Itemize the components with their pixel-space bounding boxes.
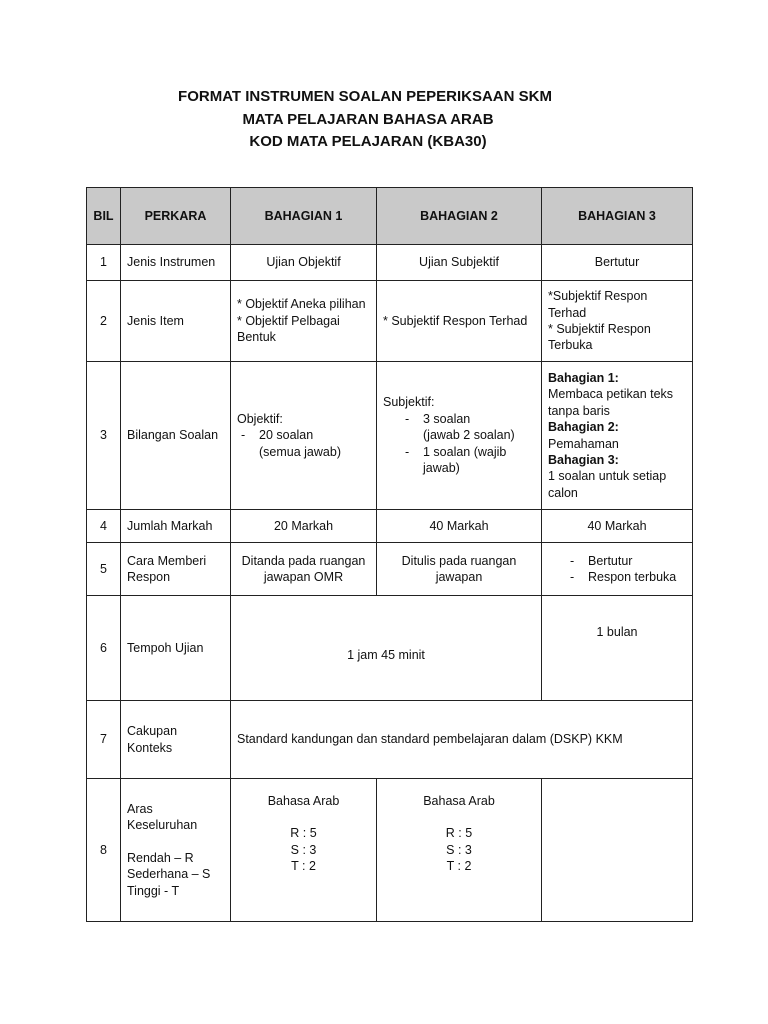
cell-perkara: Cara Memberi Respon bbox=[121, 543, 231, 596]
list-item: - Bertutur bbox=[566, 553, 686, 569]
cell-perkara: Tempoh Ujian bbox=[121, 596, 231, 701]
cell-bahagian-1: Ditanda pada ruangan jawapan OMR bbox=[231, 543, 377, 596]
item-text: *Subjektif Respon Terhad bbox=[548, 289, 648, 320]
cell-bahagian-3: 40 Markah bbox=[542, 510, 693, 543]
list-item: - 3 soalan (jawab 2 soalan) bbox=[401, 411, 535, 444]
cell-bil: 8 bbox=[87, 779, 121, 922]
cell-bahagian-3: Bertutur bbox=[542, 245, 693, 281]
cell-bahagian-1: 20 Markah bbox=[231, 510, 377, 543]
cell-bahagian-2 bbox=[377, 779, 542, 922]
cell-bahagian-1: Ujian Objektif bbox=[231, 245, 377, 281]
cell-bil: 7 bbox=[87, 701, 121, 779]
item-text: R : 5 bbox=[445, 826, 473, 841]
cell-bahagian-3 bbox=[542, 543, 693, 596]
cell-perkara: Jenis Item bbox=[121, 281, 231, 362]
cell-bahagian-2 bbox=[377, 362, 542, 510]
header-bahagian-3: BAHAGIAN 3 bbox=[542, 188, 693, 245]
title-line-1: FORMAT INSTRUMEN SOALAN PEPERIKSAAN SKM bbox=[178, 88, 552, 105]
table-header-row bbox=[87, 188, 693, 245]
table-row bbox=[87, 510, 693, 543]
header-perkara: PERKARA bbox=[121, 188, 231, 245]
table-row bbox=[87, 281, 693, 362]
table-row bbox=[87, 701, 693, 779]
cell-bil: 6 bbox=[87, 596, 121, 701]
cell-bil: 3 bbox=[87, 362, 121, 510]
item-text: T : 2 bbox=[446, 859, 472, 874]
cell-bahagian-2: Ditulis pada ruangan jawapan bbox=[377, 543, 542, 596]
header-bahagian-1: BAHAGIAN 1 bbox=[231, 188, 377, 245]
cell-perkara: Jumlah Markah bbox=[121, 510, 231, 543]
item-heading: Bahagian 3: bbox=[548, 452, 619, 467]
list-item: - 1 soalan (wajib jawab) bbox=[401, 444, 535, 477]
item-text: Sederhana – S bbox=[127, 867, 211, 882]
item-text: Pemahaman bbox=[548, 436, 619, 451]
item-heading: Objektif: bbox=[237, 411, 283, 426]
table-row bbox=[87, 779, 693, 922]
table-row bbox=[87, 543, 693, 596]
cell-perkara: Jenis Instrumen bbox=[121, 245, 231, 281]
cell-bil: 4 bbox=[87, 510, 121, 543]
cell-bil: 2 bbox=[87, 281, 121, 362]
item-text: Aras Keseluruhan bbox=[127, 801, 198, 833]
list-item: - 20 soalan (semua jawab) bbox=[237, 427, 370, 460]
cell-bil: 5 bbox=[87, 543, 121, 596]
cell-bil: 1 bbox=[87, 245, 121, 281]
item-text: * Subjektif Respon Terbuka bbox=[548, 322, 651, 353]
cell-bahagian-1 bbox=[231, 362, 377, 510]
cell-bahagian-3 bbox=[542, 362, 693, 510]
item-text: Rendah – R bbox=[127, 850, 194, 865]
item-text: S : 3 bbox=[290, 842, 317, 857]
header-bahagian-2: BAHAGIAN 2 bbox=[377, 188, 542, 245]
title-line-3: KOD MATA PELAJARAN (KBA30) bbox=[249, 133, 487, 150]
table-row bbox=[87, 245, 693, 281]
item-heading: Bahasa Arab bbox=[267, 794, 340, 808]
item-heading: Bahasa Arab bbox=[423, 794, 495, 808]
cell-bahagian-1-2: 1 jam 45 minit bbox=[231, 596, 542, 701]
title-line-2: MATA PELAJARAN BAHASA ARAB bbox=[242, 110, 494, 128]
item-heading: Subjektif: bbox=[383, 395, 435, 410]
cell-bahagian-1 bbox=[231, 281, 377, 362]
cell-bahagian-1 bbox=[231, 779, 377, 922]
cell-bahagian-2: Ujian Subjektif bbox=[377, 245, 542, 281]
item-heading: Bahagian 2: bbox=[548, 420, 619, 435]
item-text: * Subjektif Respon Terhad bbox=[383, 313, 528, 328]
cell-bahagian-2: 40 Markah bbox=[377, 510, 542, 543]
item-text: R : 5 bbox=[290, 826, 317, 841]
table-row bbox=[87, 596, 693, 701]
item-text: 1 soalan untuk setiap calon bbox=[548, 469, 667, 500]
item-text: * Objektif Pelbagai Bentuk bbox=[237, 313, 340, 345]
cell-bahagian-3 bbox=[542, 779, 693, 922]
cell-perkara: Bilangan Soalan bbox=[121, 362, 231, 510]
item-heading: Bahagian 1: bbox=[548, 370, 619, 385]
item-text: * Objektif Aneka pilihan bbox=[237, 297, 366, 312]
item-text: Membaca petikan teks tanpa baris bbox=[548, 387, 674, 418]
cell-bahagian-3: 1 bulan bbox=[542, 596, 693, 701]
header-bil: BIL bbox=[87, 188, 121, 245]
cell-bahagian-3 bbox=[542, 281, 693, 362]
document-title bbox=[0, 86, 768, 154]
exam-format-table bbox=[86, 187, 693, 922]
cell-bahagian-2 bbox=[377, 281, 542, 362]
list-item: - Respon terbuka bbox=[566, 569, 686, 585]
cell-bahagian-all: Standard kandungan dan standard pembelajaran dalam (DSKP) KKM bbox=[231, 701, 693, 779]
item-text: S : 3 bbox=[446, 842, 472, 857]
item-text: Tinggi - T bbox=[127, 883, 180, 898]
item-text: T : 2 bbox=[291, 859, 316, 874]
table-row bbox=[87, 362, 693, 510]
cell-perkara: Cakupan Konteks bbox=[121, 701, 231, 779]
cell-perkara bbox=[121, 779, 231, 922]
